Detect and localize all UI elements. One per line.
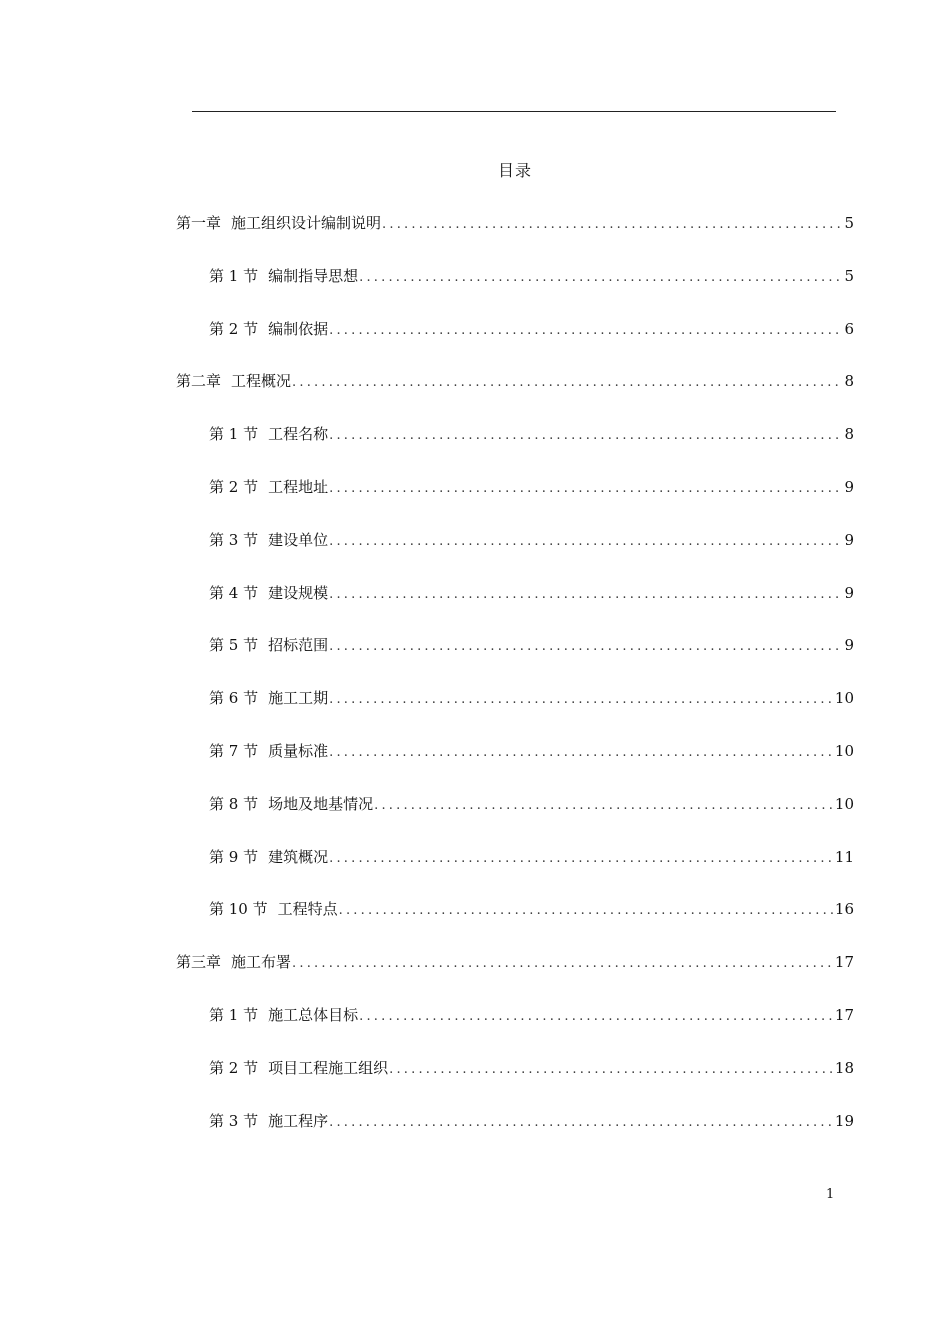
toc-entry-prefix: 第 9 节 [209,847,259,866]
header-rule [192,111,836,112]
toc-entry-prefix: 第二章 [176,372,222,391]
dot-leader [291,370,842,396]
toc-entry-prefix: 第 6 节 [209,689,259,708]
toc-entry-page: 17 [834,1005,854,1024]
dot-leader [328,846,833,872]
toc-entry[interactable] [176,844,854,897]
toc-entry-page: 10 [834,741,854,760]
dot-leader [328,423,842,449]
dot-leader [328,529,842,555]
toc-entry[interactable] [176,1055,854,1108]
dot-leader [381,212,842,238]
dot-leader [358,1004,833,1030]
toc-entry[interactable] [176,527,854,580]
toc-entry-label [209,1002,358,1028]
toc-entry-title: 施工布署 [231,953,292,972]
toc-entry-title: 编制依据 [268,319,329,338]
toc-entry-label [209,791,373,817]
toc-entry-label [209,263,358,289]
toc-entry-label [209,580,328,606]
toc-entry-label [176,368,291,394]
toc-entry-prefix: 第 1 节 [209,1005,259,1024]
toc-entry-title: 场地及地基情况 [268,794,374,813]
toc-entry[interactable] [176,791,854,844]
toc-entry-page: 18 [834,1058,854,1077]
dot-leader [338,898,833,924]
toc-entry-page: 5 [844,214,854,232]
toc-entry-label [209,896,338,922]
toc-entry-page: 9 [844,583,854,602]
dot-leader [328,687,833,713]
toc-entry[interactable] [176,421,854,474]
toc-entry[interactable] [176,896,854,949]
toc-entry-label [209,421,328,447]
toc-entry-prefix: 第 10 节 [209,900,268,919]
toc-entry[interactable] [176,263,854,316]
dot-leader [328,476,842,502]
toc-entry-page: 8 [844,425,854,444]
toc-entry-title: 工程特点 [277,900,338,919]
dot-leader [291,951,833,977]
toc-entry-page: 11 [834,847,854,866]
toc-entry-title: 建设单位 [268,530,329,549]
toc-entry-prefix: 第 1 节 [209,266,259,285]
toc-entry-page: 16 [834,900,854,919]
toc-entry[interactable] [176,210,854,263]
toc-entry-prefix: 第 4 节 [209,583,259,602]
toc-entry-label [209,632,328,658]
dot-leader [328,634,842,660]
table-of-contents [176,210,854,1160]
toc-entry[interactable] [176,949,854,1002]
toc-entry-prefix: 第 3 节 [209,1111,259,1130]
toc-entry-title: 建筑概况 [268,847,329,866]
toc-entry-label [209,738,328,764]
toc-entry-prefix: 第 2 节 [209,477,259,496]
page-number: 1 [826,1187,835,1202]
toc-entry-prefix: 第 7 节 [209,741,259,760]
toc-entry-prefix: 第 1 节 [209,425,259,444]
toc-entry-label [176,949,291,975]
toc-entry-prefix: 第 5 节 [209,636,259,655]
toc-title: 目录 [497,161,532,180]
toc-entry[interactable] [176,738,854,791]
toc-entry-page: 10 [834,689,854,708]
toc-entry[interactable] [176,632,854,685]
dot-leader [328,1110,833,1136]
toc-entry-label [209,474,328,500]
toc-entry-page: 8 [844,372,854,391]
toc-entry[interactable] [176,1002,854,1055]
toc-entry-title: 施工总体目标 [268,1005,359,1024]
toc-entry-title: 工程名称 [268,425,329,444]
toc-entry-title: 项目工程施工组织 [268,1058,389,1077]
toc-entry-label [209,316,328,342]
toc-entry-label [209,1108,328,1134]
toc-entry-title: 招标范围 [268,636,329,655]
dot-leader [388,1057,833,1083]
toc-entry-label [209,527,328,553]
toc-entry-title: 质量标准 [268,741,329,760]
dot-leader [328,318,842,344]
toc-entry-prefix: 第一章 [176,214,222,232]
toc-entry-label [209,844,328,870]
toc-entry-title: 施工程序 [268,1111,329,1130]
toc-entry[interactable] [176,685,854,738]
toc-entry-label [209,1055,388,1081]
toc-entry-prefix: 第 2 节 [209,319,259,338]
toc-entry-page: 5 [844,266,854,285]
dot-leader [373,793,833,819]
toc-entry-prefix: 第 8 节 [209,794,259,813]
toc-entry-prefix: 第 3 节 [209,530,259,549]
toc-entry-title: 施工工期 [268,689,329,708]
toc-entry[interactable] [176,1108,854,1161]
toc-entry-title: 编制指导思想 [268,266,359,285]
toc-entry-page: 9 [844,530,854,549]
toc-entry-page: 17 [834,953,854,972]
toc-entry[interactable] [176,316,854,369]
toc-entry-prefix: 第三章 [176,953,222,972]
toc-entry-page: 9 [844,477,854,496]
toc-entry-title: 工程地址 [268,477,329,496]
toc-entry-page: 6 [844,319,854,338]
toc-entry-title: 建设规模 [268,583,329,602]
dot-leader [358,265,842,291]
toc-entry-page: 19 [834,1111,854,1130]
toc-entry-label [209,685,328,711]
toc-entry-page: 10 [834,794,854,813]
toc-entry[interactable] [176,368,854,421]
toc-entry-title: 工程概况 [231,372,292,391]
dot-leader [328,582,842,608]
toc-entry-page: 9 [844,636,854,655]
toc-entry-title: 施工组织设计编制说明 [231,214,382,232]
toc-entry-prefix: 第 2 节 [209,1058,259,1077]
toc-entry[interactable] [176,474,854,527]
toc-entry[interactable] [176,580,854,633]
dot-leader [328,740,833,766]
toc-entry-label [176,210,381,236]
